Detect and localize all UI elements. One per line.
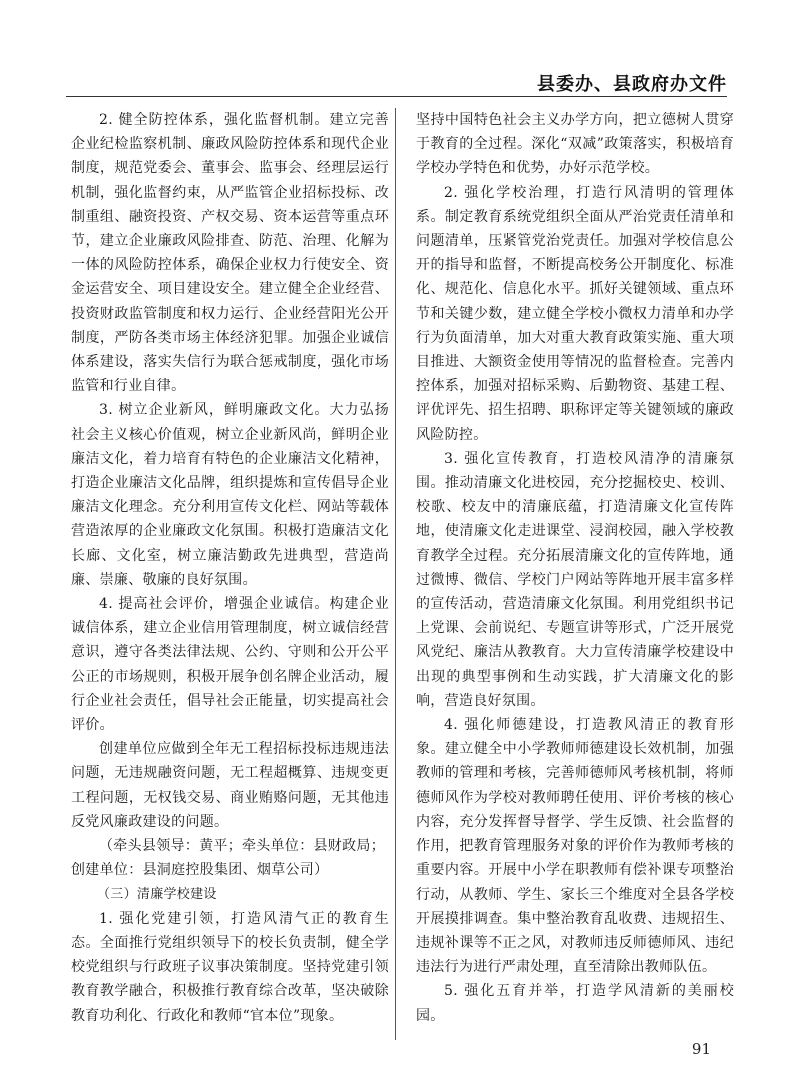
running-header — [66, 62, 727, 97]
paragraph: 3. 强化宣传教育，打造校风清净的清廉氛围。推动清廉文化进校园，充分挖掘校史、校训、校歌、校友中的清廉底蕴，打造清廉文化宣传阵地，使清廉文化走进课堂、浸润校园，融入学校教育教学全过程。充分拓展清廉文化的宣传阵地，通过微博、微信、学校门户网站等阵地开展丰富多样的宣传活动，营造清廉文化氛围。利用党组织书记上党课、会前说纪、专题宣讲等形式，广泛开展党风党纪、廉洁从教教育。大力宣传清廉学校建设中出现的典型事例和生动实践，扩大清廉文化的影响，营造良好氛围。 — [416, 450, 734, 709]
paragraph: 4. 强化师德建设，打造教风清正的教育形象。建立健全中小学教师师德建设长效机制，加强教师的管理和考核，完善师德师风考核机制，将师德师风作为学校对教师聘任使用、评价考核的核心内容，充分发挥督导督学、学生反馈、社会监督的作用，把教育管理服务对象的评价作为教师考核的重要内容。开展中小学在职教师有偿补课专项整治行动，从教师、学生、家长三个维度对全县各学校开展摸排调查。集中整治教育乱收费、违规招生、违规补课等不正之风，对教师违反师德师风、违纪违法行为进行严肃处理，直至清除出教师队伍。 — [416, 717, 734, 976]
header-title: 县委办、县政府办文件 — [537, 74, 727, 95]
paragraph: 创建单位应做到全年无工程招标投标违规违法问题，无违规融资问题，无工程超概算、违规变更工程问题，无权钱交易、商业贿赂问题，无其他违反党风廉政建设的问题。 — [71, 741, 389, 830]
paragraph: 5. 强化五育并举，打造学风清新的美丽校园。 — [416, 983, 734, 1024]
paragraph: 2. 强化学校治理，打造行风清明的管理体系。制定教育系统党组织全面从严治党责任清单和问题清单，压紧管党治党责任。加强对学校信息公开的指导和监督，不断提高校务公开制度化、标准化、规范化、信息化水平。抓好关键领域、重点环节和关键少数，建立健全学校小微权力清单和办学行为负面清单，加大对重大教育政策实施、重大项目推进、大额资金使用等情况的监督检查。完善内控体系，加强对招标采购、后勤物资、基建工程、评优评先、招生招聘、职称评定等关键领域的廉政风险防控。 — [416, 184, 734, 443]
responsibility-note-line2: 创建单位：县洞庭控股集团、烟草公司） — [71, 862, 329, 879]
paragraph: 2. 健全防控体系，强化监督机制。建立完善企业纪检监察机制、廉政风险防控体系和现代企业制度，规范党委会、董事会、监事会、经理层运行机制，强化监督约束，从严监管企业招标投标、改制重组、融资投资、产权交易、资本运营等重点环节，建立企业廉政风险排查、防范、治理、化解为一体的风险防控体系，确保企业权力行使安全、资金运营安全、项目建设安全。建立健全企业经营、投资财政监管制度和权力运行、企业经营阳光公开制度，严防各类市场主体经济犯罪。加强企业诚信体系建设，落实失信行为联合惩戒制度，强化市场监管和行业自律。 — [71, 112, 389, 395]
column-divider — [395, 108, 396, 1040]
section-heading: （三）清廉学校建设 — [97, 886, 217, 902]
paragraph: 3. 树立企业新风，鲜明廉政文化。大力弘扬社会主义核心价值观，树立企业新风尚，鲜明企业廉洁文化，着力培育有特色的企业廉洁文化精神，打造企业廉洁文化品牌，组织提炼和宣传倡导企业廉洁文化理念。充分利用宣传文化栏、网站等载体营造浓厚的企业廉政文化氛围。积极打造廉洁文化长廊、文化室，树立廉洁勤政先进典型，营造尚廉、崇廉、敬廉的良好氛围。 — [71, 402, 389, 588]
paragraph: 4. 提高社会评价，增强企业诚信。构建企业诚信体系，建立企业信用管理制度，树立诚信经营意识，遵守各类法律法规、公约、守则和公开公平公正的市场规则，积极开展争创名牌企业活动，履行企业社会责任，倡导社会正能量，切实提高社会评价。 — [71, 596, 389, 734]
page-number: 91 — [691, 1040, 711, 1058]
left-column — [71, 108, 389, 1028]
responsibility-note-line1: （牵头县领导：黄平；牵头单位：县财政局； — [99, 838, 385, 855]
paragraph: 1. 强化党建引领，打造风清气正的教育生态。全面推行党组织领导下的校长负责制，健全学校党组织与行政班子议事决策制度。坚持党建引领教育教学融合，积极推行教育综合改革，坚决破除教育功利化、行政化和教师“官本位”现象。 — [71, 910, 389, 1024]
right-column — [416, 108, 734, 1028]
paragraph-continued: 坚持中国特色社会主义办学方向，把立德树人贯穿于教育的全过程。深化“双减”政策落实，积极培育学校办学特色和优势，办好示范学校。 — [416, 112, 734, 177]
